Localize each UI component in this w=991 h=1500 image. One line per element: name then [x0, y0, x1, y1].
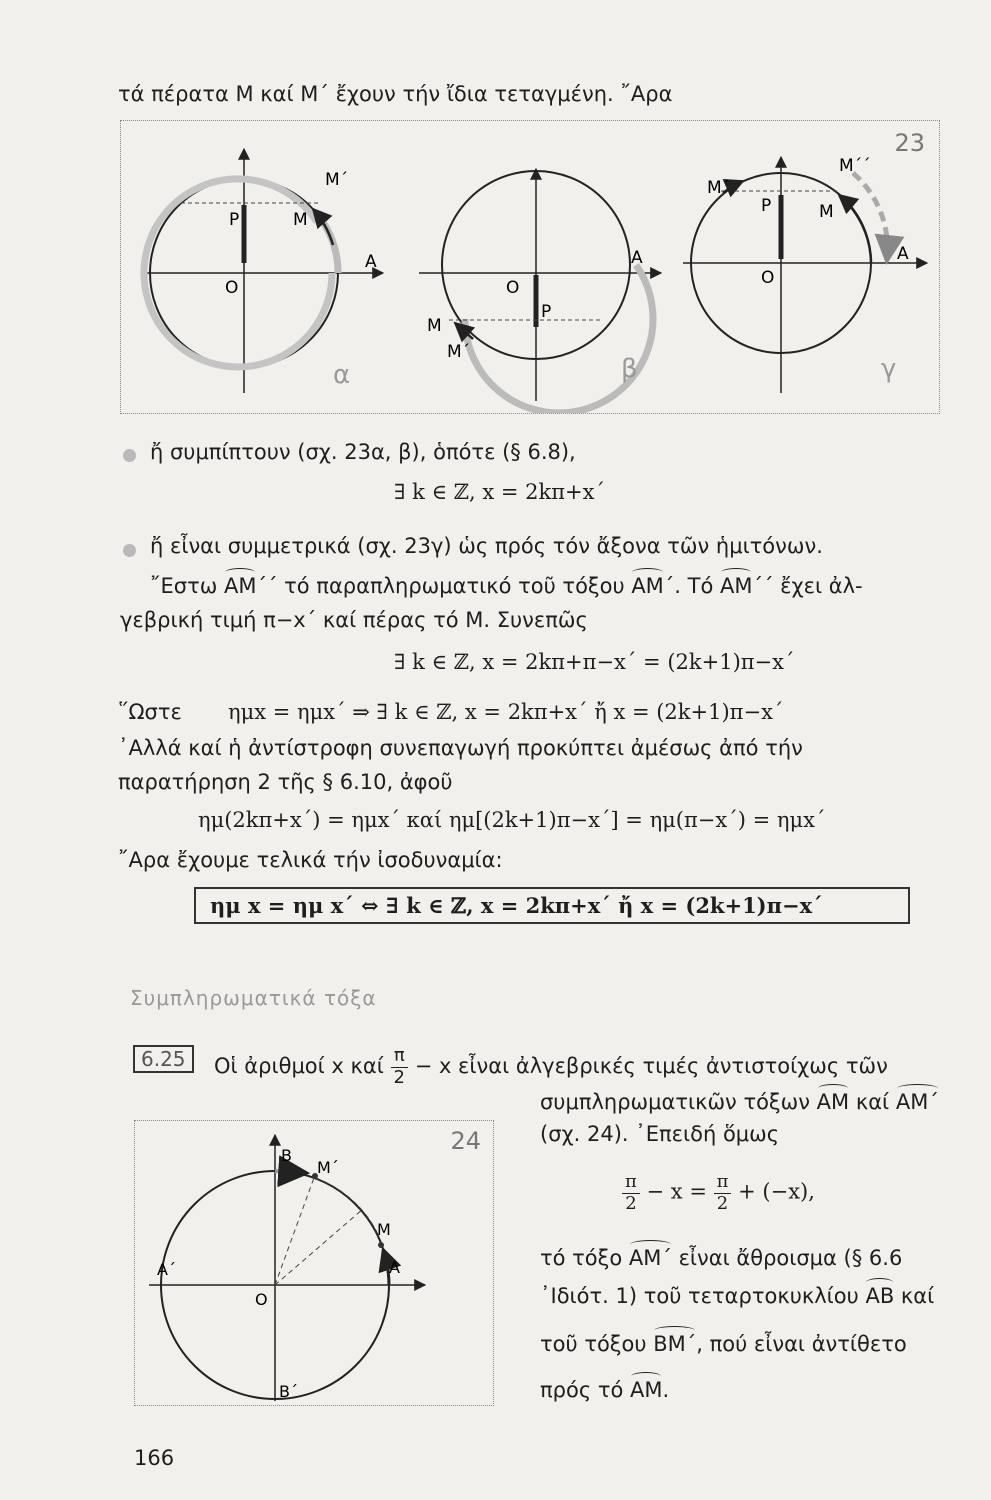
section-625-line-5: τό τόξο AM΄ εἶναι ἄθροισμα (§ 6.6: [540, 1246, 903, 1270]
section-625-line-2: συμπληρωματικῶν τόξων AM καί AM΄: [540, 1090, 939, 1114]
svg-text:A: A: [897, 244, 909, 264]
svg-text:A: A: [631, 248, 643, 268]
figure-23-number: 23: [894, 129, 925, 157]
svg-text:M΄: M΄: [317, 1158, 339, 1177]
svg-text:O: O: [506, 278, 520, 298]
svg-text:γ: γ: [881, 354, 897, 384]
svg-text:B: B: [281, 1146, 292, 1165]
section-number-box: 6.25: [133, 1045, 194, 1073]
section-625-line-1: Οἱ ἀριθμοί x καί $\frac{\pi}{2}$ − x εἶναι ἀλγεβρικές τιμές ἀντιστοίχως τῶν: [214, 1045, 888, 1088]
boxed-equivalence: ημ x = ημ x΄ ⇔ ∃ k ∈ ℤ, x = 2kπ+x΄ ἤ x = (2k+1)π−x΄: [194, 887, 910, 924]
svg-text:M΄: M΄: [325, 170, 349, 190]
figure-24-drawing: [135, 1121, 493, 1405]
equation-2: ∃ k ∈ ℤ, x = 2kπ+π−x΄ = (2k+1)π−x΄: [394, 650, 795, 674]
figure-23c: [683, 156, 927, 393]
svg-text:A: A: [365, 252, 377, 272]
fraction-pi-over-2: $\frac{\pi}{2}$: [391, 1046, 408, 1088]
svg-text:P: P: [541, 302, 552, 322]
figure-23: [120, 120, 940, 414]
section-625-line-6: ᾿Ιδιότ. 1) τοῦ τεταρτοκυκλίου AB καί: [540, 1284, 935, 1308]
svg-text:β: β: [621, 354, 638, 384]
svg-text:O: O: [225, 278, 239, 298]
figure-23a: [141, 149, 383, 393]
section-625-line-7: τοῦ τόξου BM΄, πού εἶναι ἀντίθετο: [540, 1332, 907, 1356]
figure-24: [134, 1120, 494, 1406]
svg-text:α: α: [333, 360, 351, 390]
svg-text:P: P: [761, 196, 772, 216]
section-heading: Συμπληρωματικά τόξα: [130, 986, 377, 1010]
svg-text:A΄: A΄: [157, 1260, 176, 1279]
paragraph-2-line-1: ῎Εστω AM΄΄ τό παραπληρωματικό τοῦ τόξου AM΄. Τό AM΄΄ ἔχει ἀλ-: [150, 574, 863, 598]
svg-text:M: M: [293, 210, 308, 230]
svg-text:A: A: [389, 1258, 400, 1277]
section-625-line-3: (σχ. 24). ᾿Επειδή ὅμως: [540, 1122, 780, 1146]
figure-24-number: 24: [450, 1127, 481, 1155]
page-number: 166: [134, 1446, 175, 1470]
figure-23b: [419, 169, 661, 413]
equation-1: ∃ k ∈ ℤ, x = 2kπ+x΄: [394, 480, 605, 504]
svg-text:P: P: [229, 210, 240, 230]
svg-text:M: M: [819, 202, 834, 222]
svg-text:M: M: [427, 316, 442, 336]
svg-text:M΄΄: M΄΄: [839, 156, 871, 176]
svg-text:O: O: [761, 268, 775, 288]
equation-3: ημx = ημx΄ ⇒ ∃ k ∈ ℤ, x = 2kπ+x΄ ἤ x = (2k+1)π−x΄: [228, 700, 784, 724]
svg-text:B΄: B΄: [279, 1382, 298, 1401]
text-line-1: τά πέρατα Μ καί Μ΄ ἔχουν τήν ἴδια τεταγμένη. ῎Αρα: [118, 82, 673, 106]
hence-label: ῞Ωστε: [118, 700, 182, 724]
figure-23-drawing: [121, 121, 939, 413]
svg-text:M΄: M΄: [707, 178, 731, 198]
svg-text:M΄: M΄: [447, 342, 471, 362]
bullet-2-text: ἤ εἶναι συμμετρικά (σχ. 23γ) ὡς πρός τόν ἄξονα τῶν ἡμιτόνων.: [150, 534, 823, 558]
paragraph-3-line-2: παρατήρηση 2 τῆς § 6.10, ἀφοῦ: [118, 770, 453, 794]
section-625-line-8: πρός τό AM.: [540, 1378, 670, 1402]
equation-4: ημ(2kπ+x΄) = ημx΄ καί ημ[(2k+1)π−x΄] = ημ(π−x΄) = ημx΄: [198, 808, 826, 832]
equation-5: $\frac{\pi}{2}$ − x = $\frac{\pi}{2}$ + (−x),: [622, 1172, 815, 1214]
paragraph-4: ῎Αρα ἔχουμε τελικά τήν ἰσοδυναμία:: [118, 848, 503, 872]
bullet-dot: [123, 449, 136, 462]
paragraph-3-line-1: ᾿Αλλά καί ἡ ἀντίστροφη συνεπαγωγή προκύπτει ἀμέσως ἀπό τήν: [118, 736, 803, 760]
svg-text:O: O: [255, 1290, 268, 1309]
paragraph-2-line-2: γεβρική τιμή π−x΄ καί πέρας τό Μ. Συνεπῶς: [120, 608, 588, 632]
svg-text:M: M: [377, 1220, 391, 1239]
bullet-dot: [123, 544, 136, 557]
bullet-1-text: ἤ συμπίπτουν (σχ. 23α, β), ὁπότε (§ 6.8),: [150, 440, 576, 464]
